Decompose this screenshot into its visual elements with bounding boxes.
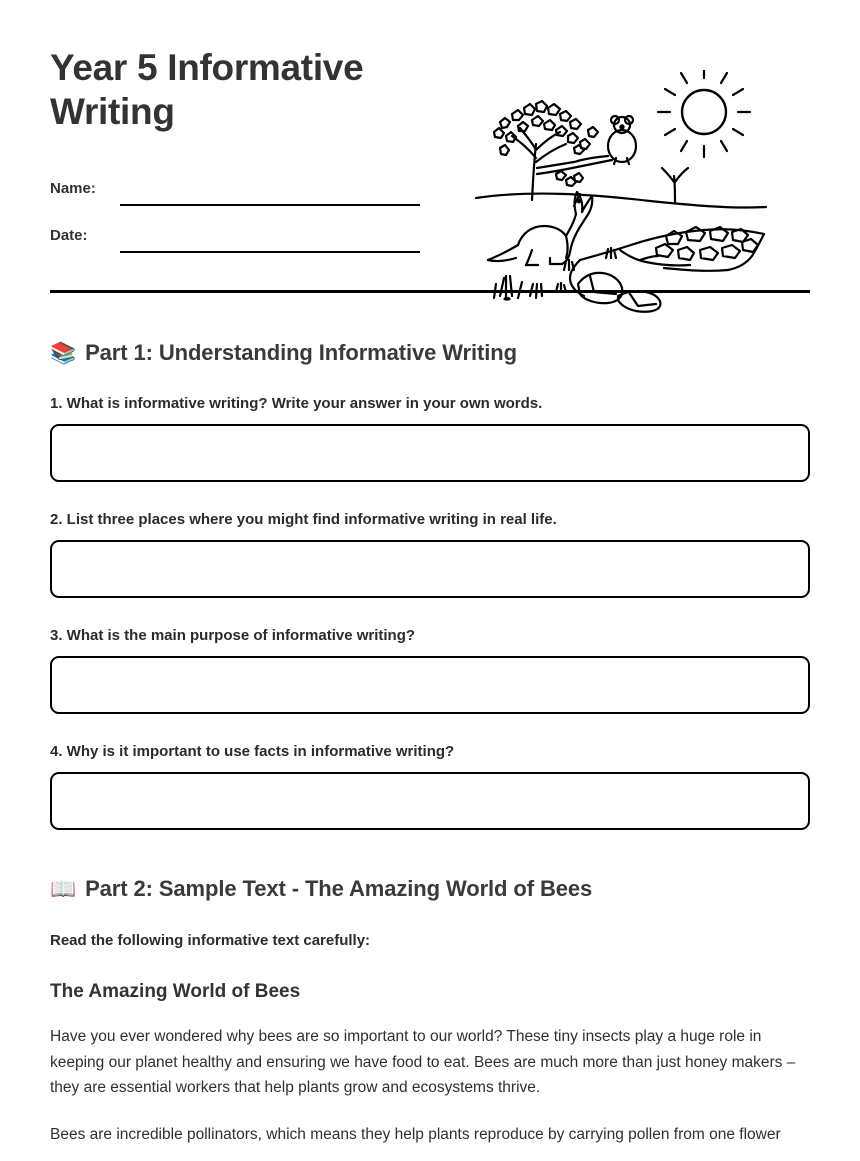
sun-icon	[658, 70, 750, 157]
question-text-3: 3. What is the main purpose of informative writing?	[50, 627, 416, 644]
creek-and-rocks	[494, 227, 764, 312]
gum-tree	[494, 101, 612, 200]
koala	[608, 116, 636, 164]
student-fields	[50, 159, 430, 253]
sample-paragraph-2: Bees are incredible pollinators, which means they help plants reproduce by carrying pollen from one flower	[50, 1125, 781, 1143]
books-icon: 📚	[50, 341, 77, 365]
answer-box-2[interactable]	[50, 540, 810, 598]
open-book-icon: 📖	[50, 877, 77, 901]
question-block-2	[50, 511, 810, 598]
sample-paragraph-1: Have you ever wondered why bees are so important to our world? These tiny insects play a huge role in keeping our planet healthy and ensuring we have food to eat. Bees are much more than just honey makers – they are essential workers that help plants grow and ecosystems thrive.	[50, 1028, 796, 1097]
answer-box-1[interactable]	[50, 424, 810, 482]
date-field-row	[50, 206, 430, 253]
horizon-line	[476, 194, 766, 208]
part2-heading	[50, 876, 810, 902]
australian-bush-scene-illustration	[470, 70, 770, 320]
part1-heading	[50, 340, 810, 366]
question-text-1: 1. What is informative writing? Write your answer in your own words.	[50, 395, 543, 412]
read-instruction: Read the following informative text carefully:	[50, 932, 371, 949]
answer-box-4[interactable]	[50, 772, 810, 830]
page-title: Year 5 Informative Writing	[50, 47, 364, 132]
question-block-1	[50, 395, 810, 482]
question-text-2: 2. List three places where you might find informative writing in real life.	[50, 511, 557, 528]
part1-heading-label: Part 1: Understanding Informative Writing	[85, 340, 517, 365]
kangaroo	[488, 192, 592, 265]
question-text-4: 4. Why is it important to use facts in informative writing?	[50, 743, 455, 760]
answer-box-3[interactable]	[50, 656, 810, 714]
name-field-input-line[interactable]	[120, 204, 420, 206]
sample-text-title: The Amazing World of Bees	[50, 981, 301, 1002]
name-field-row	[50, 159, 430, 206]
question-block-3	[50, 627, 810, 714]
name-field-label: Name:	[50, 180, 96, 198]
date-field-input-line[interactable]	[120, 251, 420, 253]
small-shrub	[662, 168, 688, 203]
question-block-4	[50, 743, 810, 830]
part2-heading-label: Part 2: Sample Text - The Amazing World of Bees	[85, 876, 593, 901]
date-field-label: Date:	[50, 227, 88, 245]
worksheet-header	[50, 0, 810, 290]
